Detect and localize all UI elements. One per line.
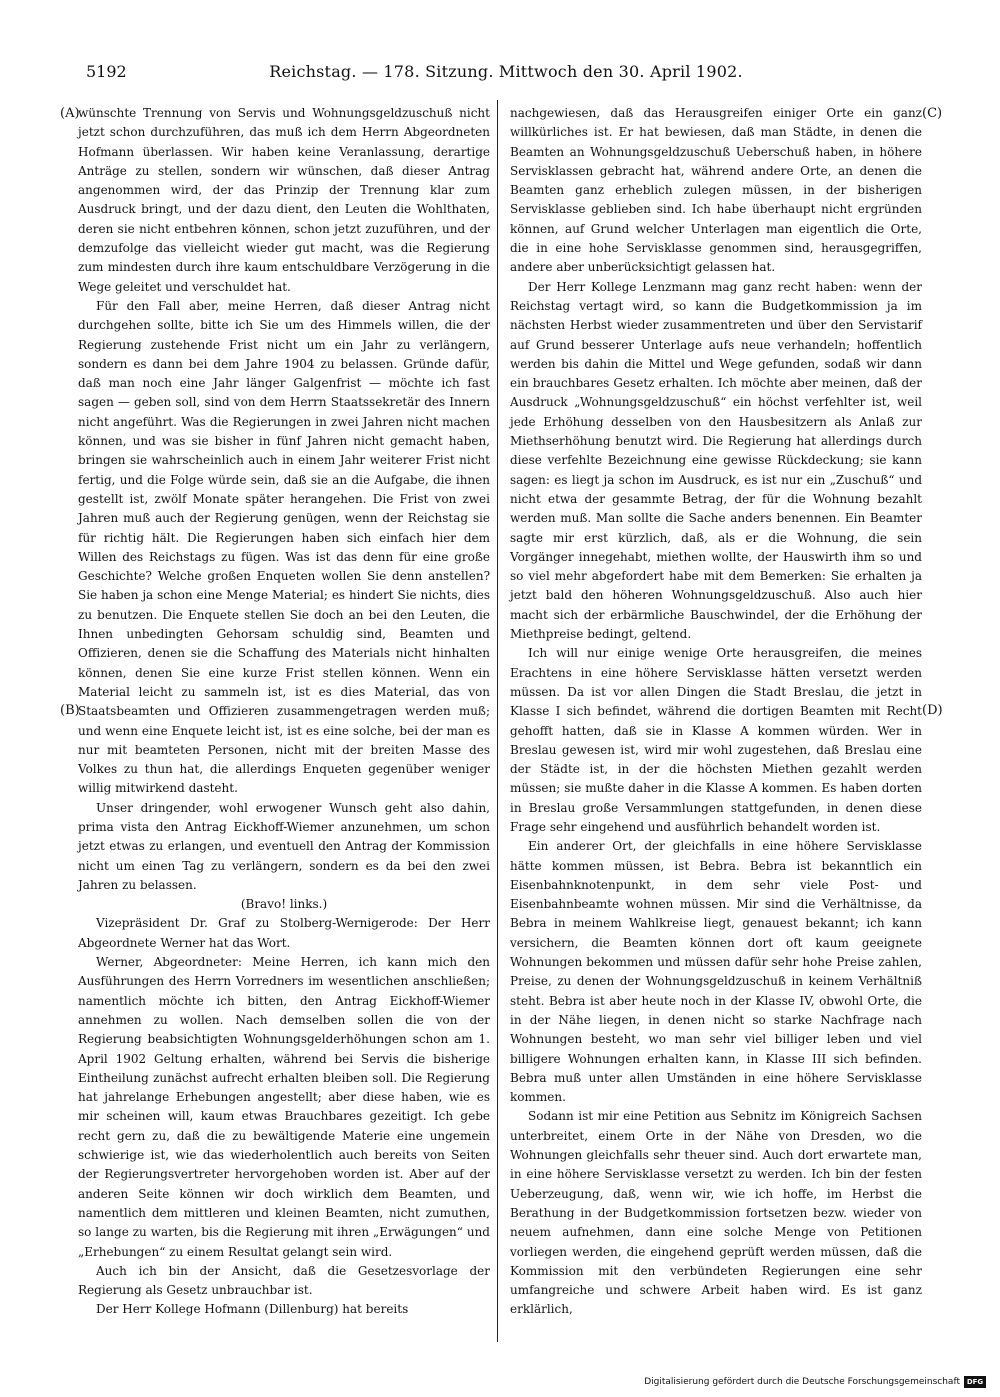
paragraph: Auch ich bin der Ansicht, daß die Gesetzesvorlage der Regierung als Gesetz unbrauchbar ist.	[78, 1263, 490, 1298]
page-number: 5192	[86, 62, 127, 81]
credit-text: Digitalisierung gefördert durch die Deutsche Forschungsgemeinschaft	[644, 1377, 960, 1387]
paragraph: Unser dringender, wohl erwogener Wunsch geht also dahin, prima vista den Antrag Eickhoff-Wiemer anzunehmen, um schon jetzt etwas zu erlangen, und eventuell den Antrag der Kommission nicht um einen Tag zu verlängern, sondern es da bei den zwei Jahren zu belassen.	[78, 800, 490, 892]
interjection: (Bravo! links.)	[240, 897, 328, 912]
margin-marker-a: (A)	[60, 106, 80, 121]
column-divider	[497, 100, 498, 1342]
digitization-credit	[644, 1376, 986, 1388]
paragraph: Der Herr Kollege Hofmann (Dillenburg) hat bereits	[96, 1302, 409, 1317]
paragraph: Für den Fall aber, meine Herren, daß dieser Antrag nicht durchgehen sollte, bitte ich Sie um des Himmels willen, die der Regierung zustehende Frist nicht um ein Jahr zu verlängern, sondern es dann bei dem Jahre 1904 zu belassen. Gründe dafür, daß man noch eine Jahr länger Galgenfrist — möchte ich fast sagen — geben soll, sind von dem Herrn Staatssekretär des Innern nicht angeführt. Was die Regierungen in zwei Jahren nicht machen können, und was sie bisher in fünf Jahren nicht gemacht haben, bringen sie wahrscheinlich auch in einem Jahr weiterer Frist nicht fertig, und die Folge würde sein, daß sie an die Aufgabe, die ihnen gestellt ist, zwölf Monate später herangehen. Die Frist von zwei Jahren muß auch der Regierung genügen, wenn der Reichstag sie für richtig hält. Die Regierungen haben sich einfach hier dem Willen des Reichstags zu fügen. Was ist das denn für eine große Geschichte? Welche großen Enqueten wollen Sie denn anstellen? Sie haben ja schon eine Menge Material; es hindert Sie nichts, dies zu benutzen. Die Enquete stellen Sie doch an bei den Leuten, die Ihnen unbedingten Gehorsam schuldig sind, Beamten und Offizieren, denen sie die Schaffung des Materials nicht hinhalten können, denen Sie eine kurze Frist stellen können. Wenn ein Material leicht zu sammeln ist, ist es dies Material, das von Staatsbeamten und Offizieren zusammengetragen werden muß; und wenn eine Enquete leicht ist, ist es eine solche, bei der man es nur mit beamteten Personen, nicht mit der breiten Masse des Volkes zu thun hat, die allerdings Enqueten gegenüber weniger willig mitwirkend dasteht.	[78, 298, 490, 796]
left-column	[78, 104, 490, 1320]
paragraph: Werner, Abgeordneter: Meine Herren, ich kann mich den Ausführungen des Herrn Vorredners im wesentlichen anschließen; namentlich möchte ich bitten, den Antrag Eickhoff-Wiemer annehmen zu wollen. Nach demselben sollen die von der Regierung beabsichtigten Wohnungsgelderhöhungen schon am 1. April 1902 Geltung erhalten, während bei Servis die bisherige Eintheilung zunächst aufrecht erhalten bleiben soll. Die Regierung hat jahrelange Erhebungen angestellt; aber diese haben, wie es mir scheinen will, kaum etwas Brauchbares gezeitigt. Ich gebe recht gern zu, daß die zu bewältigende Materie eine ungemein schwierige ist, wie das wiederholentlich auch bereits von Seiten der Regierungsvertreter hervorgehoben worden ist. Aber auf der anderen Seite können wir doch wirklich dem Beamten, und namentlich dem mittleren und kleinen Beamten, nicht zumuthen, so lange zu warten, bis die Regierung mit ihren „Erwägungen“ und „Erhebungen“ zu einem Resultat gelangt sein wird.	[78, 955, 490, 1259]
page-header	[86, 62, 926, 86]
right-column	[510, 104, 922, 1320]
margin-marker-d: (D)	[922, 703, 943, 718]
dfg-logo: DFG	[964, 1376, 986, 1388]
margin-marker-b: (B)	[60, 703, 80, 718]
paragraph: Ein anderer Ort, der gleichfalls in eine höhere Servisklasse hätte kommen müssen, ist Bebra. Bebra ist bekanntlich ein Eisenbahnknotenpunkt, in dem sehr viele Post- und Eisenbahnbeamte wohnen müssen. Mir sind die Verhältnisse, da Bebra in meinem Wahlkreise liegt, genauest bekannt; ich kann versichern, die Beamten können dort oft kaum geeignete Wohnungen bekommen und müssen dafür sehr hohe Preise zahlen, Preise, zu denen der Wohnungsgeldzuschuß in keinem Verhältniß steht. Bebra ist aber heute noch in der Klasse IV, obwohl Orte, die in der Nähe liegen, in denen nicht so starke Nachfrage nach Wohnungen besteht, wo man sehr viel billiger leben und viel billigere Wohnungen erhalten kann, in Klasse III sich befinden. Bebra muß unter allen Umständen in eine höhere Servisklasse kommen.	[510, 839, 922, 1105]
paragraph: nachgewiesen, daß das Herausgreifen einiger Orte ein ganz willkürliches ist. Er hat bewiesen, daß man Städte, in denen die Beamten an Wohnungsgeldzuschuß Ueberschuß haben, in höhere Servisklassen gebracht hat, während andere Orte, an denen die Beamten ganz erheblich zulegen müssen, in der bisherigen Servisklasse geblieben sind. Ich habe überhaupt nicht ergründen können, auf Grund welcher Unterlagen man eigentlich die Orte, die in eine hohe Servisklasse genommen sind, herausgegriffen, andere aber unberücksichtigt gelassen hat.	[510, 106, 922, 275]
paragraph: Ich will nur einige wenige Orte herausgreifen, die meines Erachtens in eine höhere Servisklasse hätten versetzt werden müssen. Da ist vor allen Dingen die Stadt Breslau, die jetzt in Klasse I sich befindet, während die dortigen Beamten mit Recht gehofft hatten, daß sie in Klasse A kommen würden. Wer in Breslau gewesen ist, wird mir wohl zugestehen, daß Breslau eine der Städte ist, in der die höchsten Miethen gezahlt werden müssen; sie mußte daher in die Klasse A kommen. Es haben dorten in Breslau große Versammlungen stattgefunden, in denen diese Frage sehr eingehend und ausführlich behandelt worden ist.	[510, 646, 922, 834]
speaker-line: Vizepräsident Dr. Graf zu Stolberg-Wernigerode: Der Herr Abgeordnete Werner hat das Wort.	[78, 916, 490, 950]
margin-marker-c: (C)	[922, 106, 943, 121]
paragraph: wünschte Trennung von Servis und Wohnungsgeldzuschuß nicht jetzt schon durchzuführen, das muß ich dem Herrn Abgeordneten Hofmann überlassen. Wir haben keine Veranlassung, derartige Anträge zu stellen, sondern wir wünschen, daß dieser Antrag angenommen wird, der das Prinzip der Trennung klar zum Ausdruck bringt, und der dazu dient, den Leuten die Wohlthaten, deren sie nicht entbehren können, schon jetzt zuzuführen, und der demzufolge das vielleicht wieder gut macht, was die Regierung zum mindesten durch ihre kaum entschuldbare Verzögerung in die Wege geleitet und verschuldet hat.	[78, 106, 490, 294]
paragraph: Der Herr Kollege Lenzmann mag ganz recht haben: wenn der Reichstag vertagt wird, so kann die Budgetkommission ja im nächsten Herbst wieder zusammentreten und über den Servistarif auf Grund besserer Unterlage aufs neue verhandeln; hoffentlich werden bis dahin die Mittel und Wege gefunden, sodaß wir dann ein brauchbares Gesetz erhalten. Ich möchte aber meinen, daß der Ausdruck „Wohnungsgeldzuschuß“ ein höchst verfehlter ist, weil jede Erhöhung desselben von den Hausbesitzern als Anlaß zur Miethserhöhung benutzt wird. Die Regierung hat allerdings durch diese verfehlte Bezeichnung eine gewisse Rückdeckung; sie kann sagen: es liegt ja schon im Ausdruck, es ist nur ein „Zuschuß“ und nicht etwa der gesammte Betrag, der für die Wohnung bezahlt werden muß. Man sollte die Sache anders benennen. Ein Beamter sagte mir erst kürzlich, daß, als er die Wohnung, die sein Vorgänger innegehabt, miethen wollte, der Hauswirth ihm so und so viel mehr abgefordert habe mit dem Bemerken: Sie erhalten ja jetzt bald den höheren Wohnungsgeldzuschuß. Also auch hier macht sich der erbärmliche Bauschwindel, der die Erhöhung der Miethpreise bedingt, geltend.	[510, 279, 922, 642]
running-head: Reichstag. — 178. Sitzung. Mittwoch den 30. April 1902.	[269, 62, 743, 81]
paragraph: Sodann ist mir eine Petition aus Sebnitz im Königreich Sachsen unterbreitet, einem Orte in der Nähe von Dresden, wo die Wohnungen gleichfalls sehr theuer sind. Auch dort erwartete man, in eine höhere Servisklasse versetzt zu werden. Ich bin der festen Ueberzeugung, daß, wenn wir, wie ich hoffe, im Herbst die Berathung in der Budgetkommission fortsetzen bezw. wieder von neuem aufnehmen, dann eine solche Menge von Petitionen vorliegen werden, die eingehend geprüft werden müssen, daß die Kommission mit den verbündeten Regierungen eine sehr umfangreiche und schwere Arbeit haben wird. Es ist ganz erklärlich,	[510, 1109, 922, 1317]
